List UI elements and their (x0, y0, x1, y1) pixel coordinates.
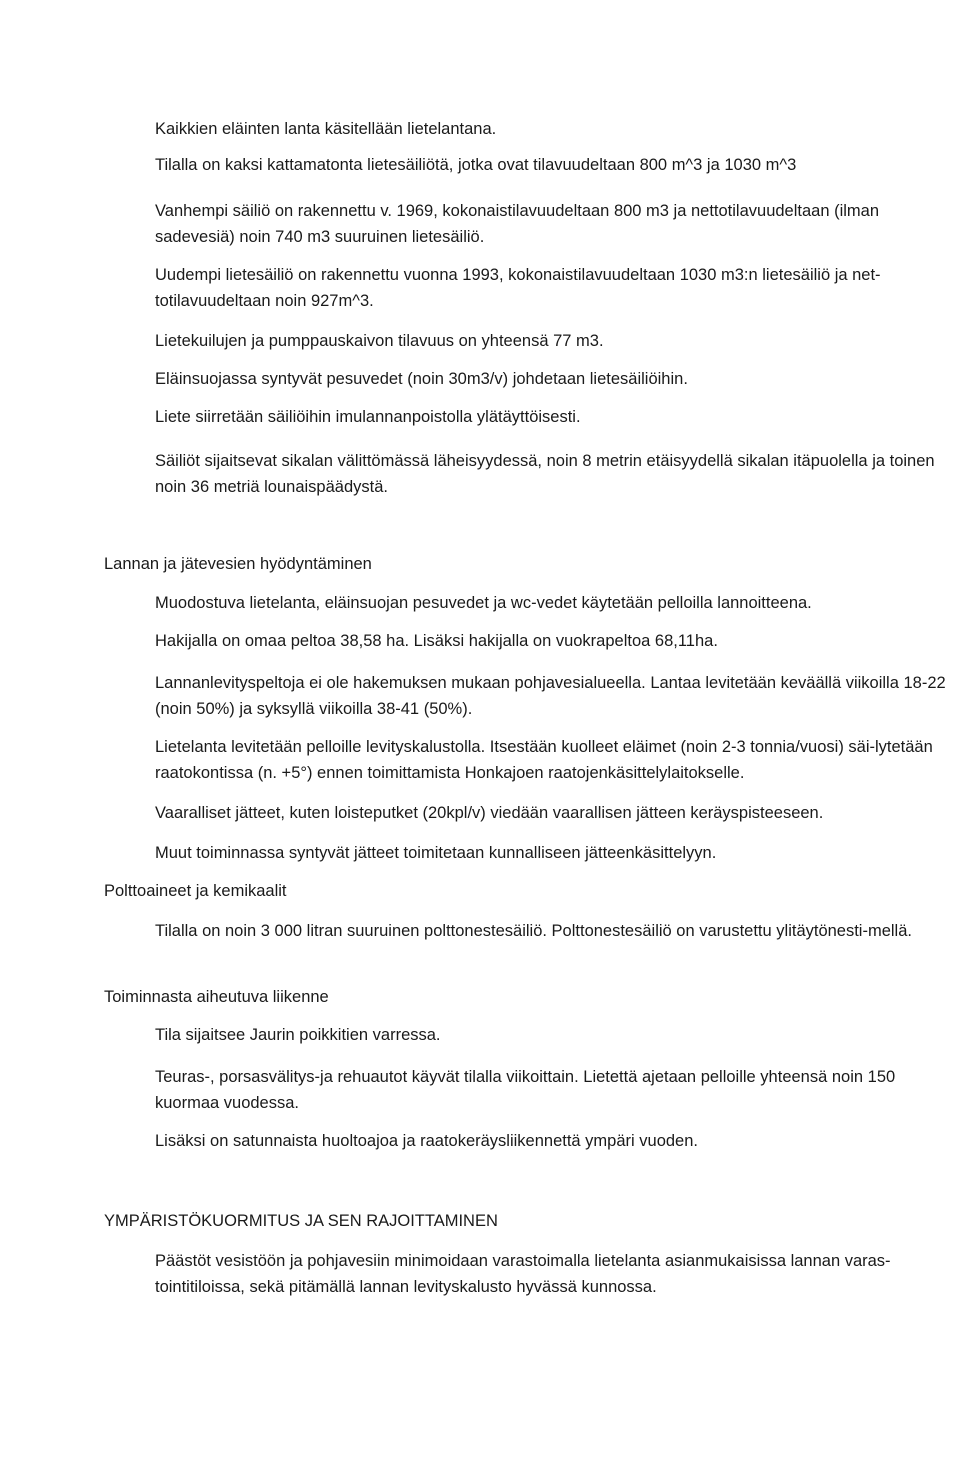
intro-paragraph-wash-water: Eläinsuojassa syntyvät pesuvedet (noin 30m3/v) johdetaan lietesäiliöihin. (155, 370, 688, 388)
intro-paragraph-shafts: Lietekuilujen ja pumppauskaivon tilavuus on yhteensä 77 m3. (155, 332, 604, 350)
intro-paragraph-manure: Kaikkien eläinten lanta käsitellään lietelantana. (155, 120, 497, 138)
intro-paragraph-tanks: Tilalla on kaksi kattamatonta lietesäiliötä, jotka ovat tilavuudeltaan 800 m^3 ja 1030 m^3 (155, 156, 797, 174)
environment-paragraph-emissions: Päästöt vesistöön ja pohjavesiin minimoidaan varastoimalla lietelanta asianmukaisissa lannan varas-tointitiloissa, sekä pitämällä lannan levityskalusto hyvässä kunnossa. (155, 1252, 891, 1296)
lanta-paragraph-fields: Hakijalla on omaa peltoa 38,58 ha. Lisäksi hakijalla on vuokrapeltoa 68,11ha. (155, 632, 718, 650)
section-heading-traffic: Toiminnasta aiheutuva liikenne (104, 988, 329, 1006)
intro-paragraph-location: Säiliöt sijaitsevat sikalan välittömässä läheisyydessä, noin 8 metrin etäisyydellä sikalan itäpuolella ja toinen noin 36 metriä lounaispäädystä. (155, 452, 935, 496)
section-heading-manure-use: Lannan ja jätevesien hyödyntäminen (104, 555, 372, 573)
lanta-paragraph-fertilizer: Muodostuva lietelanta, eläinsuojan pesuvedet ja wc-vedet käytetään pelloilla lannoitteena. (155, 594, 812, 612)
traffic-paragraph-location: Tila sijaitsee Jaurin poikkitien varressa. (155, 1026, 441, 1044)
lanta-paragraph-dead-animals: Lietelanta levitetään pelloille levityskalustolla. Itsestään kuolleet eläimet (noin 2-3 tonnia/vuosi) säi-lytetään raatokontissa (n. +5°) ennen toimittamista Honkajoen raatojenkäsittelylaitokselle. (155, 738, 933, 782)
intro-paragraph-newer-tank: Uudempi lietesäiliö on rakennettu vuonna 1993, kokonaistilavuudeltaan 1030 m3:n lietesäiliö ja net-totilavuudeltaan noin 927m^3. (155, 266, 881, 310)
traffic-paragraph-maintenance: Lisäksi on satunnaista huoltoajoa ja raatokeräysliikennettä ympäri vuoden. (155, 1132, 698, 1150)
intro-paragraph-older-tank: Vanhempi säiliö on rakennettu v. 1969, kokonaistilavuudeltaan 800 m3 ja nettotilavuudeltaan (ilman sadevesiä) noin 740 m3 suuruinen lietesäiliö. (155, 202, 880, 246)
intro-paragraph-transfer: Liete siirretään säiliöihin imulannanpoistolla ylätäyttöisesti. (155, 408, 581, 426)
section-heading-environmental-load: YMPÄRISTÖKUORMITUS JA SEN RAJOITTAMINEN (104, 1212, 498, 1230)
lanta-paragraph-spreading: Lannanlevityspeltoja ei ole hakemuksen mukaan pohjavesialueella. Lantaa levitetään keväällä viikoilla 18-22 (noin 50%) ja syksyllä viikoilla 38-41 (50%). (155, 674, 946, 718)
traffic-paragraph-vehicles: Teuras-, porsasvälitys-ja rehuautot käyvät tilalla viikoittain. Lietettä ajetaan pelloille yhteensä noin 150 kuormaa vuodessa. (155, 1068, 896, 1112)
lanta-paragraph-other-waste: Muut toiminnassa syntyvät jätteet toimitetaan kunnalliseen jätteenkäsittelyyn. (155, 844, 717, 862)
lanta-paragraph-hazardous-waste: Vaaralliset jätteet, kuten loisteputket (20kpl/v) viedään vaarallisen jätteen keräyspisteeseen. (155, 804, 824, 822)
fuels-paragraph-tank: Tilalla on noin 3 000 litran suuruinen polttonestesäiliö. Polttonestesäiliö on varustettu ylitäytönesti-mellä. (155, 922, 912, 940)
section-heading-fuels: Polttoaineet ja kemikaalit (104, 882, 287, 900)
